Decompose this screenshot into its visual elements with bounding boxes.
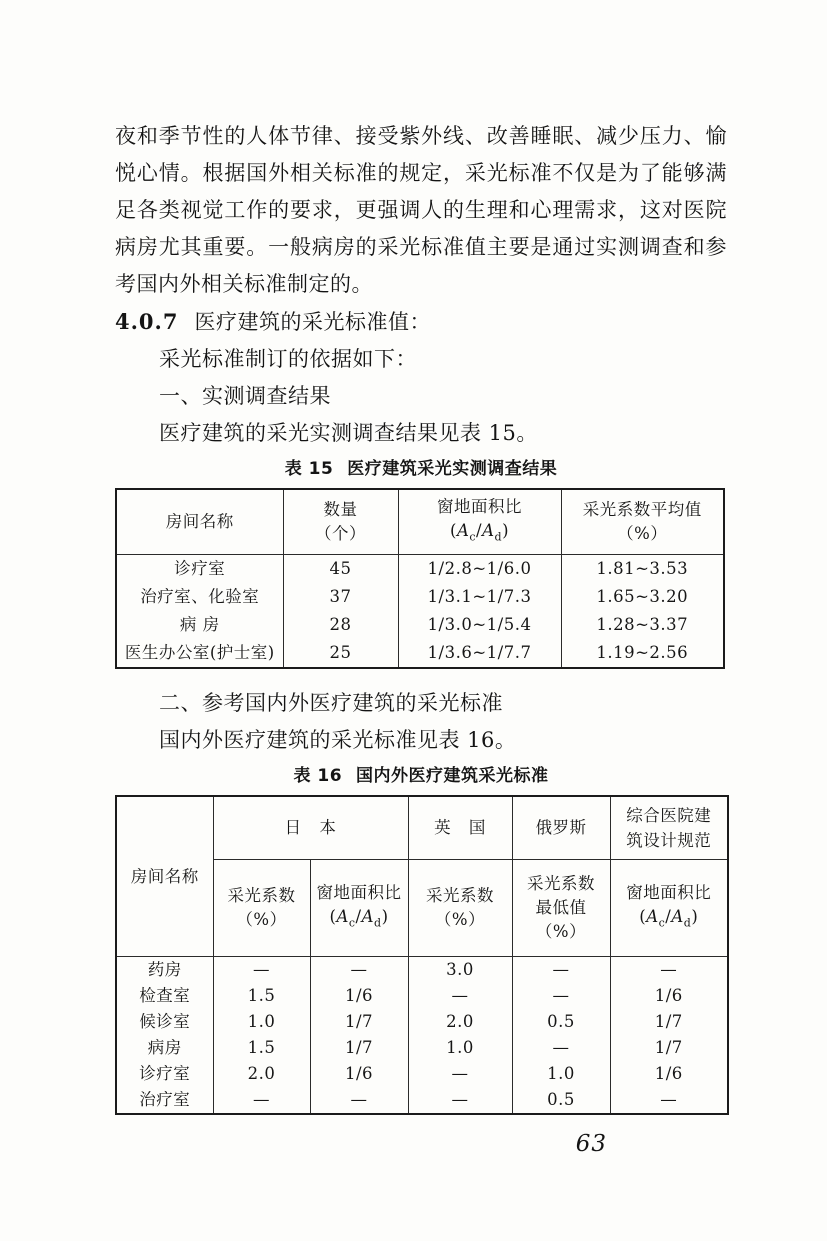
table-cell: 0.5 <box>512 1009 610 1035</box>
paragraph-line: 足各类视觉工作的要求，更强调人的生理和心理需求，这对医院 <box>115 198 727 222</box>
table-cell: 25 <box>283 639 398 668</box>
table-cell: 1.81~3.53 <box>561 555 724 584</box>
list-item-1-note: 医疗建筑的采光实测调查结果见表 15。 <box>159 421 538 445</box>
table-cell: 1.0 <box>512 1061 610 1087</box>
column-header-uk: 英 国 <box>408 796 512 860</box>
subheader-japan-window-floor-ratio: 窗地面积比 $(A_c/A_d)$ <box>310 860 408 957</box>
table-cell: 1/6 <box>310 983 408 1009</box>
column-header-japan: 日 本 <box>213 796 408 860</box>
table-15 <box>115 488 725 669</box>
table-cell: 2.0 <box>213 1061 310 1087</box>
table-cell: 1.0 <box>408 1035 512 1061</box>
table-16-caption <box>115 763 727 789</box>
paragraph-line: 夜和季节性的人体节律、接受紫外线、改善睡眠、减少压力、愉 <box>115 124 727 148</box>
table-cell: — <box>512 957 610 984</box>
paragraph-line: 考国内外相关标准制定的。 <box>115 272 373 296</box>
list-item-1: 一、实测调查结果 <box>159 384 331 408</box>
table-16 <box>115 795 729 1115</box>
table-cell: 1/3.1~1/7.3 <box>398 583 561 611</box>
table-cell: — <box>512 1035 610 1061</box>
column-header-window-floor-ratio: 窗地面积比 $(A_c/A_d)$ <box>398 489 561 555</box>
table-cell: 1/7 <box>310 1009 408 1035</box>
table-row <box>116 611 724 639</box>
table-cell: 1/7 <box>610 1009 728 1035</box>
table-cell: 医生办公室(护士室) <box>116 639 283 668</box>
formula-ac-ad: $(A_c/A_d)$ <box>639 906 699 930</box>
table-cell: 1.65~3.20 <box>561 583 724 611</box>
table-cell: 1/2.8~1/6.0 <box>398 555 561 584</box>
table-16-caption-label: 表 16 <box>293 766 343 786</box>
paragraph-line: 悦心情。根据国外相关标准的规定，采光标准不仅是为了能够满 <box>115 161 727 185</box>
basis-line: 采光标准制订的依据如下： <box>159 347 417 371</box>
table-cell: 1/6 <box>310 1061 408 1087</box>
table-cell: 1.0 <box>213 1009 310 1035</box>
table-16-header <box>116 796 728 957</box>
table-row <box>116 983 728 1009</box>
table-cell: — <box>408 1061 512 1087</box>
table-15-caption-label: 表 15 <box>284 459 334 479</box>
table-cell: 1/3.6~1/7.7 <box>398 639 561 668</box>
table-cell: 诊疗室 <box>116 555 283 584</box>
body-paragraph <box>115 118 727 303</box>
table-cell: 药房 <box>116 957 213 984</box>
column-header-china-code: 综合医院建筑设计规范 <box>610 796 728 860</box>
table-cell: — <box>408 983 512 1009</box>
table-cell: 1.5 <box>213 1035 310 1061</box>
table-cell: 0.5 <box>512 1087 610 1114</box>
formula-ac-ad: $(A_c/A_d)$ <box>329 906 389 930</box>
table-row <box>116 555 724 584</box>
table-row <box>116 1087 728 1114</box>
table-cell: 37 <box>283 583 398 611</box>
table-cell: 28 <box>283 611 398 639</box>
table-row <box>116 1009 728 1035</box>
column-header-count: 数量 （个） <box>283 489 398 555</box>
table-cell: — <box>310 1087 408 1114</box>
formula-ac-ad: $(A_c/A_d)$ <box>450 520 509 544</box>
table-cell: — <box>213 1087 310 1114</box>
table-cell: 1/7 <box>310 1035 408 1061</box>
column-header-room: 房间名称 <box>116 796 213 957</box>
table-cell: 治疗室、化验室 <box>116 583 283 611</box>
table-row <box>116 957 728 984</box>
table-row <box>116 583 724 611</box>
table-15-body <box>116 555 724 669</box>
table-cell: 45 <box>283 555 398 584</box>
table-row <box>116 1061 728 1087</box>
table-cell: — <box>610 1087 728 1114</box>
clause-number: 4.0.7 <box>115 309 179 334</box>
table-cell: 1.28~3.37 <box>561 611 724 639</box>
clause-heading <box>115 303 727 341</box>
page-number: 63 <box>575 1131 607 1157</box>
table-cell: 3.0 <box>408 957 512 984</box>
table-16-caption-text: 国内外医疗建筑采光标准 <box>356 766 549 786</box>
table-row <box>116 1035 728 1061</box>
table-cell: 1.5 <box>213 983 310 1009</box>
subheader-russia-daylight-factor-min: 采光系数 最低值 （%） <box>512 860 610 957</box>
table-cell: 病 房 <box>116 611 283 639</box>
column-header-russia: 俄罗斯 <box>512 796 610 860</box>
table-cell: 诊疗室 <box>116 1061 213 1087</box>
table-cell: 检查室 <box>116 983 213 1009</box>
table-cell: — <box>310 957 408 984</box>
table-cell: — <box>512 983 610 1009</box>
paragraph-line: 病房尤其重要。一般病房的采光标准值主要是通过实测调查和参 <box>115 235 727 259</box>
table-cell: 1/6 <box>610 1061 728 1087</box>
table-cell: 2.0 <box>408 1009 512 1035</box>
table-16-body <box>116 957 728 1115</box>
table-cell: 候诊室 <box>116 1009 213 1035</box>
table-15-caption-text: 医疗建筑采光实测调查结果 <box>347 459 558 479</box>
table-cell: 1/6 <box>610 983 728 1009</box>
table-cell: — <box>610 957 728 984</box>
subheader-china-window-floor-ratio: 窗地面积比 $(A_c/A_d)$ <box>610 860 728 957</box>
table-cell: 病房 <box>116 1035 213 1061</box>
table-cell: 治疗室 <box>116 1087 213 1114</box>
column-header-daylight-factor-avg: 采光系数平均值 （%） <box>561 489 724 555</box>
table-cell: 1/3.0~1/5.4 <box>398 611 561 639</box>
table-cell: — <box>408 1087 512 1114</box>
subheader-japan-daylight-factor: 采光系数 （%） <box>213 860 310 957</box>
column-header-room: 房间名称 <box>116 489 283 555</box>
list-item-2-note: 国内外医疗建筑的采光标准见表 16。 <box>159 728 517 752</box>
table-cell: 1.19~2.56 <box>561 639 724 668</box>
table-15-caption <box>115 456 727 482</box>
table-15-header <box>116 489 724 555</box>
list-item-2: 二、参考国内外医疗建筑的采光标准 <box>159 691 503 715</box>
subheader-uk-daylight-factor: 采光系数 （%） <box>408 860 512 957</box>
table-cell: 1/7 <box>610 1035 728 1061</box>
table-cell: — <box>213 957 310 984</box>
table-row <box>116 639 724 668</box>
clause-title: 医疗建筑的采光标准值： <box>194 310 431 334</box>
